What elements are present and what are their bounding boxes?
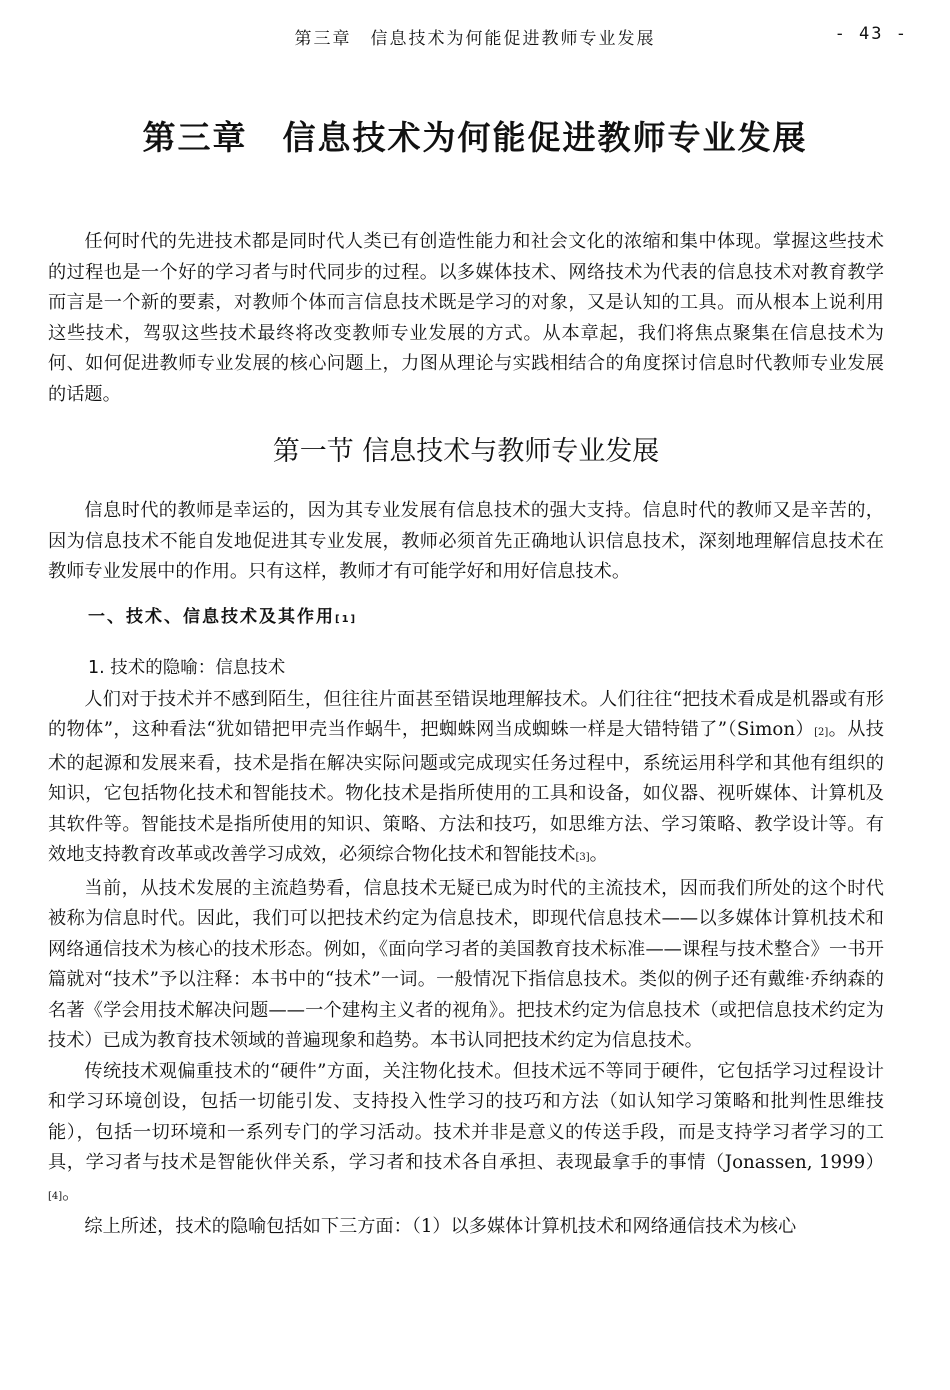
paragraph-text: 。: [62, 1182, 81, 1204]
page-body: [48, 227, 884, 1243]
subheading-technology: [48, 602, 884, 635]
paragraph-text: 。从技术的起源和发展来看，技术是指在解决实际问题或完成现实任务过程中，系统运用科学和其他有组织的知识，它包括物化技术和智能技术。物化技术是指所使用的工具和设备，如仪器、视听媒体、计算机及其软件等。智能技术是指所使用的知识、策略、方法和技巧，如思维方法、学习策略、教学设计等。有效地支持教育改革或改善学习成效，必须综合物化技术和智能技术: [48, 719, 884, 865]
paragraph-text: 传统技术观偏重技术的“硬件”方面，关注物化技术。但技术远不等同于硬件，它包括学习过程设计和学习环境创设，包括一切能引发、支持投入性学习的技巧和方法（如认知学习策略和批判性思维技能），包括一切环境和一系列专门的学习活动。技术并非是意义的传送手段，而是支持学习者学习的工具，学习者与技术是智能伙伴关系，学习者和技术各自承担、表现最拿手的事情（Jonassen, 1999）: [48, 1060, 884, 1173]
body-paragraph-2: 当前，从技术发展的主流趋势看，信息技术无疑已成为时代的主流技术，因而我们所处的这个时代被称为信息时代。因此，我们可以把技术约定为信息技术，即现代信息技术——以多媒体计算机技术和网络通信技术为核心的技术形态。例如，《面向学习者的美国教育技术标准——课程与技术整合》一书开篇就对“技术”予以注释：本书中的“技术”一词。一般情况下指信息技术。类似的例子还有戴维·乔纳森的名著《学会用技术解决问题——一个建构主义者的视角》。把技术约定为信息技术（或把信息技术约定为技术）已成为教育技术领域的普遍现象和趋势。本书认同把技术约定为信息技术。: [48, 877, 884, 1051]
chapter-intro-paragraph: 任何时代的先进技术都是同时代人类已有创造性能力和社会文化的浓缩和集中体现。掌握这些技术的过程也是一个好的学习者与时代同步的过程。以多媒体技术、网络技术为代表的信息技术对教育教学而言是一个新的要素，对教师个体而言信息技术既是学习的对象，又是认知的工具。而从根本上说利用这些技术，驾驭这些技术最终将改变教师专业发展的方式。从本章起，我们将焦点聚集在信息技术为何、如何促进教师专业发展的核心问题上，力图从理论与实践相结合的角度探讨信息时代教师专业发展的话题。: [48, 231, 884, 405]
section-intro-paragraph: 信息时代的教师是幸运的，因为其专业发展有信息技术的强大支持。信息时代的教师又是辛苦的，因为信息技术不能自发地促进其专业发展，教师必须首先正确地认识信息技术，深刻地理解信息技术在教师专业发展中的作用。只有这样，教师才有可能学好和用好信息技术。: [48, 500, 884, 582]
page-number: - 43 -: [834, 24, 908, 44]
paragraph-text: 。: [589, 844, 608, 865]
subsection-heading: 1. 技术的隐喻：信息技术: [88, 657, 286, 678]
section-title: 第一节 信息技术与教师专业发展: [272, 436, 660, 467]
running-title: 第三章 信息技术为何能促进教师专业发展: [294, 29, 656, 49]
body-paragraph-3: [48, 1057, 884, 1213]
running-head: [0, 24, 950, 50]
paragraph-text: 人们对于技术并不感到陌生，但往往片面甚至错误地理解技术。人们往往“把技术看成是机器或有形的物体”，这种看法“犹如错把甲壳当作蜗牛，把蜘蛛网当成蜘蛛一样是大错特错了”（Simon）: [48, 688, 884, 740]
citation-4: [4]: [48, 1190, 63, 1202]
body-paragraph-4: 综上所述，技术的隐喻包括如下三方面：（1）以多媒体计算机技术和网络通信技术为核心: [84, 1216, 797, 1237]
body-paragraph-1: [48, 685, 884, 874]
citation-2: [2]: [814, 727, 829, 738]
citation-3: [3]: [575, 852, 590, 863]
subheading-text: 一、技术、信息技术及其作用: [88, 606, 335, 627]
citation-1: [1]: [335, 613, 358, 625]
chapter-title: 第三章 信息技术为何能促进教师专业发展: [142, 118, 808, 157]
